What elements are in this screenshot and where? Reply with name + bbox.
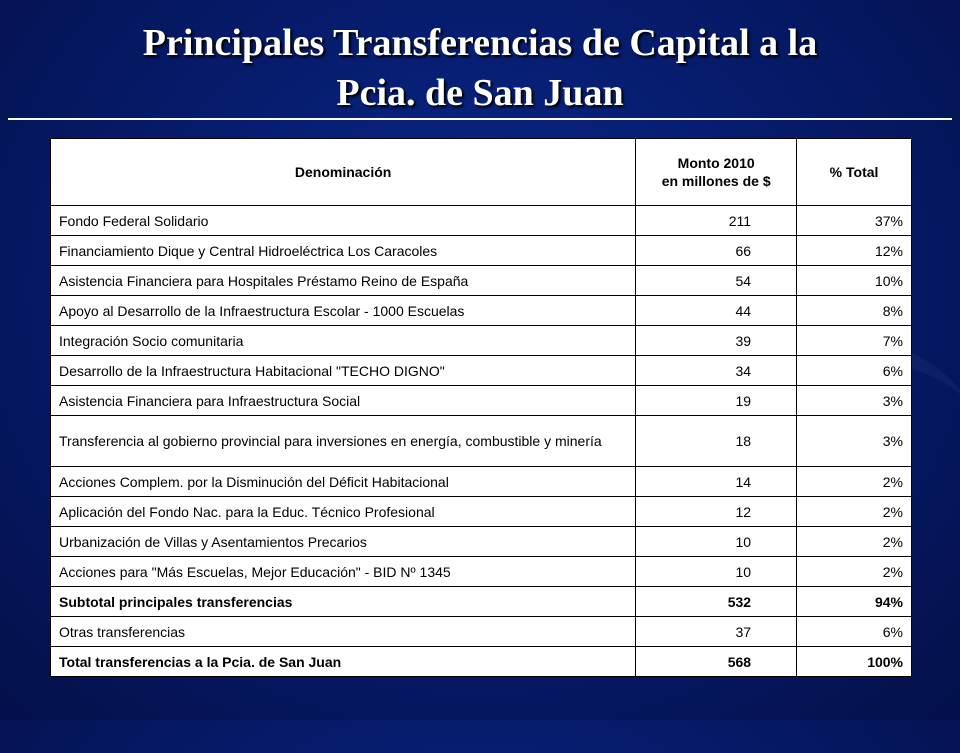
row-pct: 3% [797,386,912,416]
table-row [51,296,912,326]
row-name: Total transferencias a la Pcia. de San Juan [51,647,636,677]
table-row [51,326,912,356]
row-pct: 7% [797,326,912,356]
row-name: Apoyo al Desarrollo de la Infraestructura Escolar - 1000 Escuelas [51,296,636,326]
row-name: Urbanización de Villas y Asentamientos Precarios [51,527,636,557]
row-name: Subtotal principales transferencias [51,587,636,617]
row-amount: 34 [636,356,797,386]
table-row [51,356,912,386]
row-amount: 10 [636,527,797,557]
table-row [51,266,912,296]
table-row [51,206,912,236]
total-row [51,647,912,677]
row-amount: 66 [636,236,797,266]
row-name: Financiamiento Dique y Central Hidroeléctrica Los Caracoles [51,236,636,266]
row-amount: 10 [636,557,797,587]
header-monto-line2: en millones de $ [661,173,771,189]
row-pct: 2% [797,527,912,557]
table-row [51,467,912,497]
row-pct: 3% [797,416,912,467]
row-name: Otras transferencias [51,617,636,647]
subtotal-row [51,587,912,617]
row-amount: 37 [636,617,797,647]
row-name: Aplicación del Fondo Nac. para la Educ. Técnico Profesional [51,497,636,527]
title-line-1: Principales Transferencias de Capital a la [142,22,818,64]
table-row [51,236,912,266]
row-amount: 568 [636,647,797,677]
header-monto-line1: Monto 2010 [677,155,755,171]
header-denominacion: Denominación [51,139,636,206]
row-amount: 54 [636,266,797,296]
table-header-row [51,139,912,206]
page-title [0,18,960,118]
row-name: Asistencia Financiera para Hospitales Préstamo Reino de España [51,266,636,296]
row-pct: 100% [797,647,912,677]
row-name: Acciones para "Más Escuelas, Mejor Educación" - BID Nº 1345 [51,557,636,587]
header-pct: % Total [797,139,912,206]
row-amount: 14 [636,467,797,497]
row-name: Acciones Complem. por la Disminución del Déficit Habitacional [51,467,636,497]
row-pct: 2% [797,557,912,587]
row-pct: 37% [797,206,912,236]
table-row [51,386,912,416]
row-pct: 6% [797,356,912,386]
row-amount: 12 [636,497,797,527]
row-amount: 532 [636,587,797,617]
row-pct: 2% [797,467,912,497]
row-name: Asistencia Financiera para Infraestructura Social [51,386,636,416]
row-name: Integración Socio comunitaria [51,326,636,356]
transfers-table [50,138,912,677]
row-amount: 19 [636,386,797,416]
table-row [51,617,912,647]
row-amount: 44 [636,296,797,326]
row-pct: 6% [797,617,912,647]
row-amount: 18 [636,416,797,467]
row-name: Fondo Federal Solidario [51,206,636,236]
row-name: Transferencia al gobierno provincial para inversiones en energía, combustible y minería [51,416,636,467]
row-pct: 2% [797,497,912,527]
header-monto [636,139,797,206]
table-row [51,416,912,467]
table-row [51,497,912,527]
row-amount: 211 [636,206,797,236]
row-pct: 94% [797,587,912,617]
title-divider [8,118,952,120]
table-row [51,527,912,557]
title-line-2: Pcia. de San Juan [336,72,624,114]
row-amount: 39 [636,326,797,356]
row-name: Desarrollo de la Infraestructura Habitacional "TECHO DIGNO" [51,356,636,386]
row-pct: 10% [797,266,912,296]
row-pct: 8% [797,296,912,326]
table-row [51,557,912,587]
row-pct: 12% [797,236,912,266]
